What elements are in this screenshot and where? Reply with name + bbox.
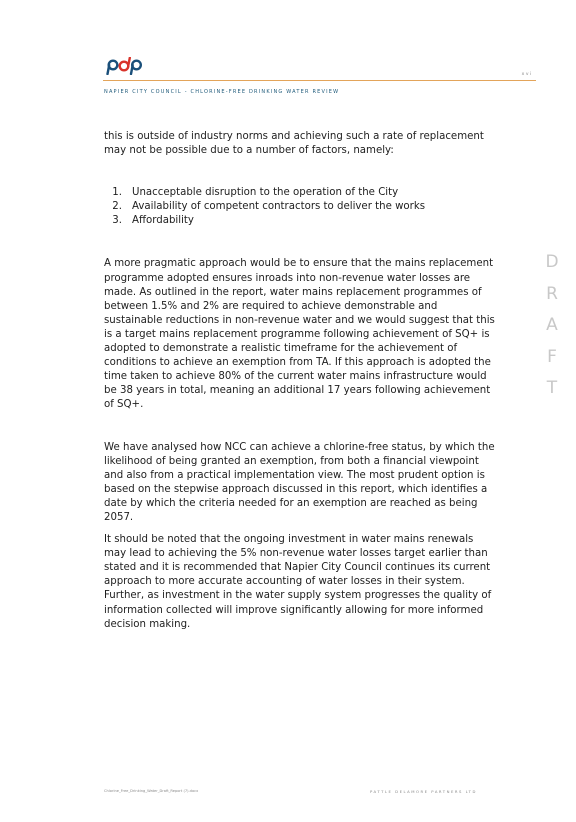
report-body [104,130,496,632]
paragraph-pragmatic-approach: A more pragmatic approach would be to ensure that the mains replacement programme adopted ensures inroads into non-revenue water losses are made. As outlined in the report, water mains replacement programmes of between 1.5% and 2% are required to achieve demonstrable and sustainable reductions in non-revenue water and we would suggest that this is a target mains replacement programme following achievement of SQ+ is adopted to demonstrate a realistic timeframe for the achievement of conditions to achieve an exemption from TA. If this approach is adopted the time taken to achieve 80% of the current water mains infrastructure would be 38 years in total, meaning an additional 17 years following achievement of SQ+. [104,258,495,411]
paragraph-ongoing-investment: It should be noted that the ongoing investment in water mains renewals may lead to achieving the 5% non-revenue water losses target earlier than stated and it is recommended that Napier City Council continues its current approach to more accurate accounting of water losses in their system. Further, as investment in the water supply system progresses the quality of information collected will improve significantly allowing for more informed decision making. [104,534,492,630]
list-item-text: Affordability [132,215,194,227]
header-divider [103,80,536,81]
footer-company: PATTLE DELAMORE PARTNERS LTD [370,789,477,794]
draft-letter: A [546,315,558,335]
document-header-title: NAPIER CITY COUNCIL - CHLORINE-FREE DRINKING WATER REVIEW [104,89,340,95]
factors-list [104,186,496,228]
draft-letter: F [547,346,557,367]
list-item [104,200,496,214]
list-item [104,214,496,228]
draft-letter: R [546,283,558,304]
list-item-number: 1. [112,187,122,199]
paragraph-chlorine-free-analysis: We have analysed how NCC can achieve a chlorine-free status, by which the likelihood of being granted an exemption, from both a financial viewpoint and also from a practical implementation view. The most prudent option is based on the stepwise approach discussed in this report, which identifies a date by which the criteria needed for an exemption are reached as being 2057. [104,441,495,523]
page-number: xvi [521,72,533,77]
list-item-number: 2. [112,201,122,213]
paragraph-factors-intro: this is outside of industry norms and achieving such a rate of replacement may not be possible due to a number of factors, namely: [104,131,484,157]
pdp-logo [105,57,145,75]
list-item-number: 3. [112,215,122,227]
footer-filename: Chlorine_Free_Drinking_Water_Draft_Report (7).docx [104,789,199,793]
list-item [104,186,496,200]
list-item-text: Availability of competent contractors to deliver the works [132,201,426,213]
draft-watermark [545,252,559,410]
draft-letter: T [546,378,558,398]
draft-letter: D [545,252,559,272]
list-item-text: Unacceptable disruption to the operation of the City [132,187,399,199]
